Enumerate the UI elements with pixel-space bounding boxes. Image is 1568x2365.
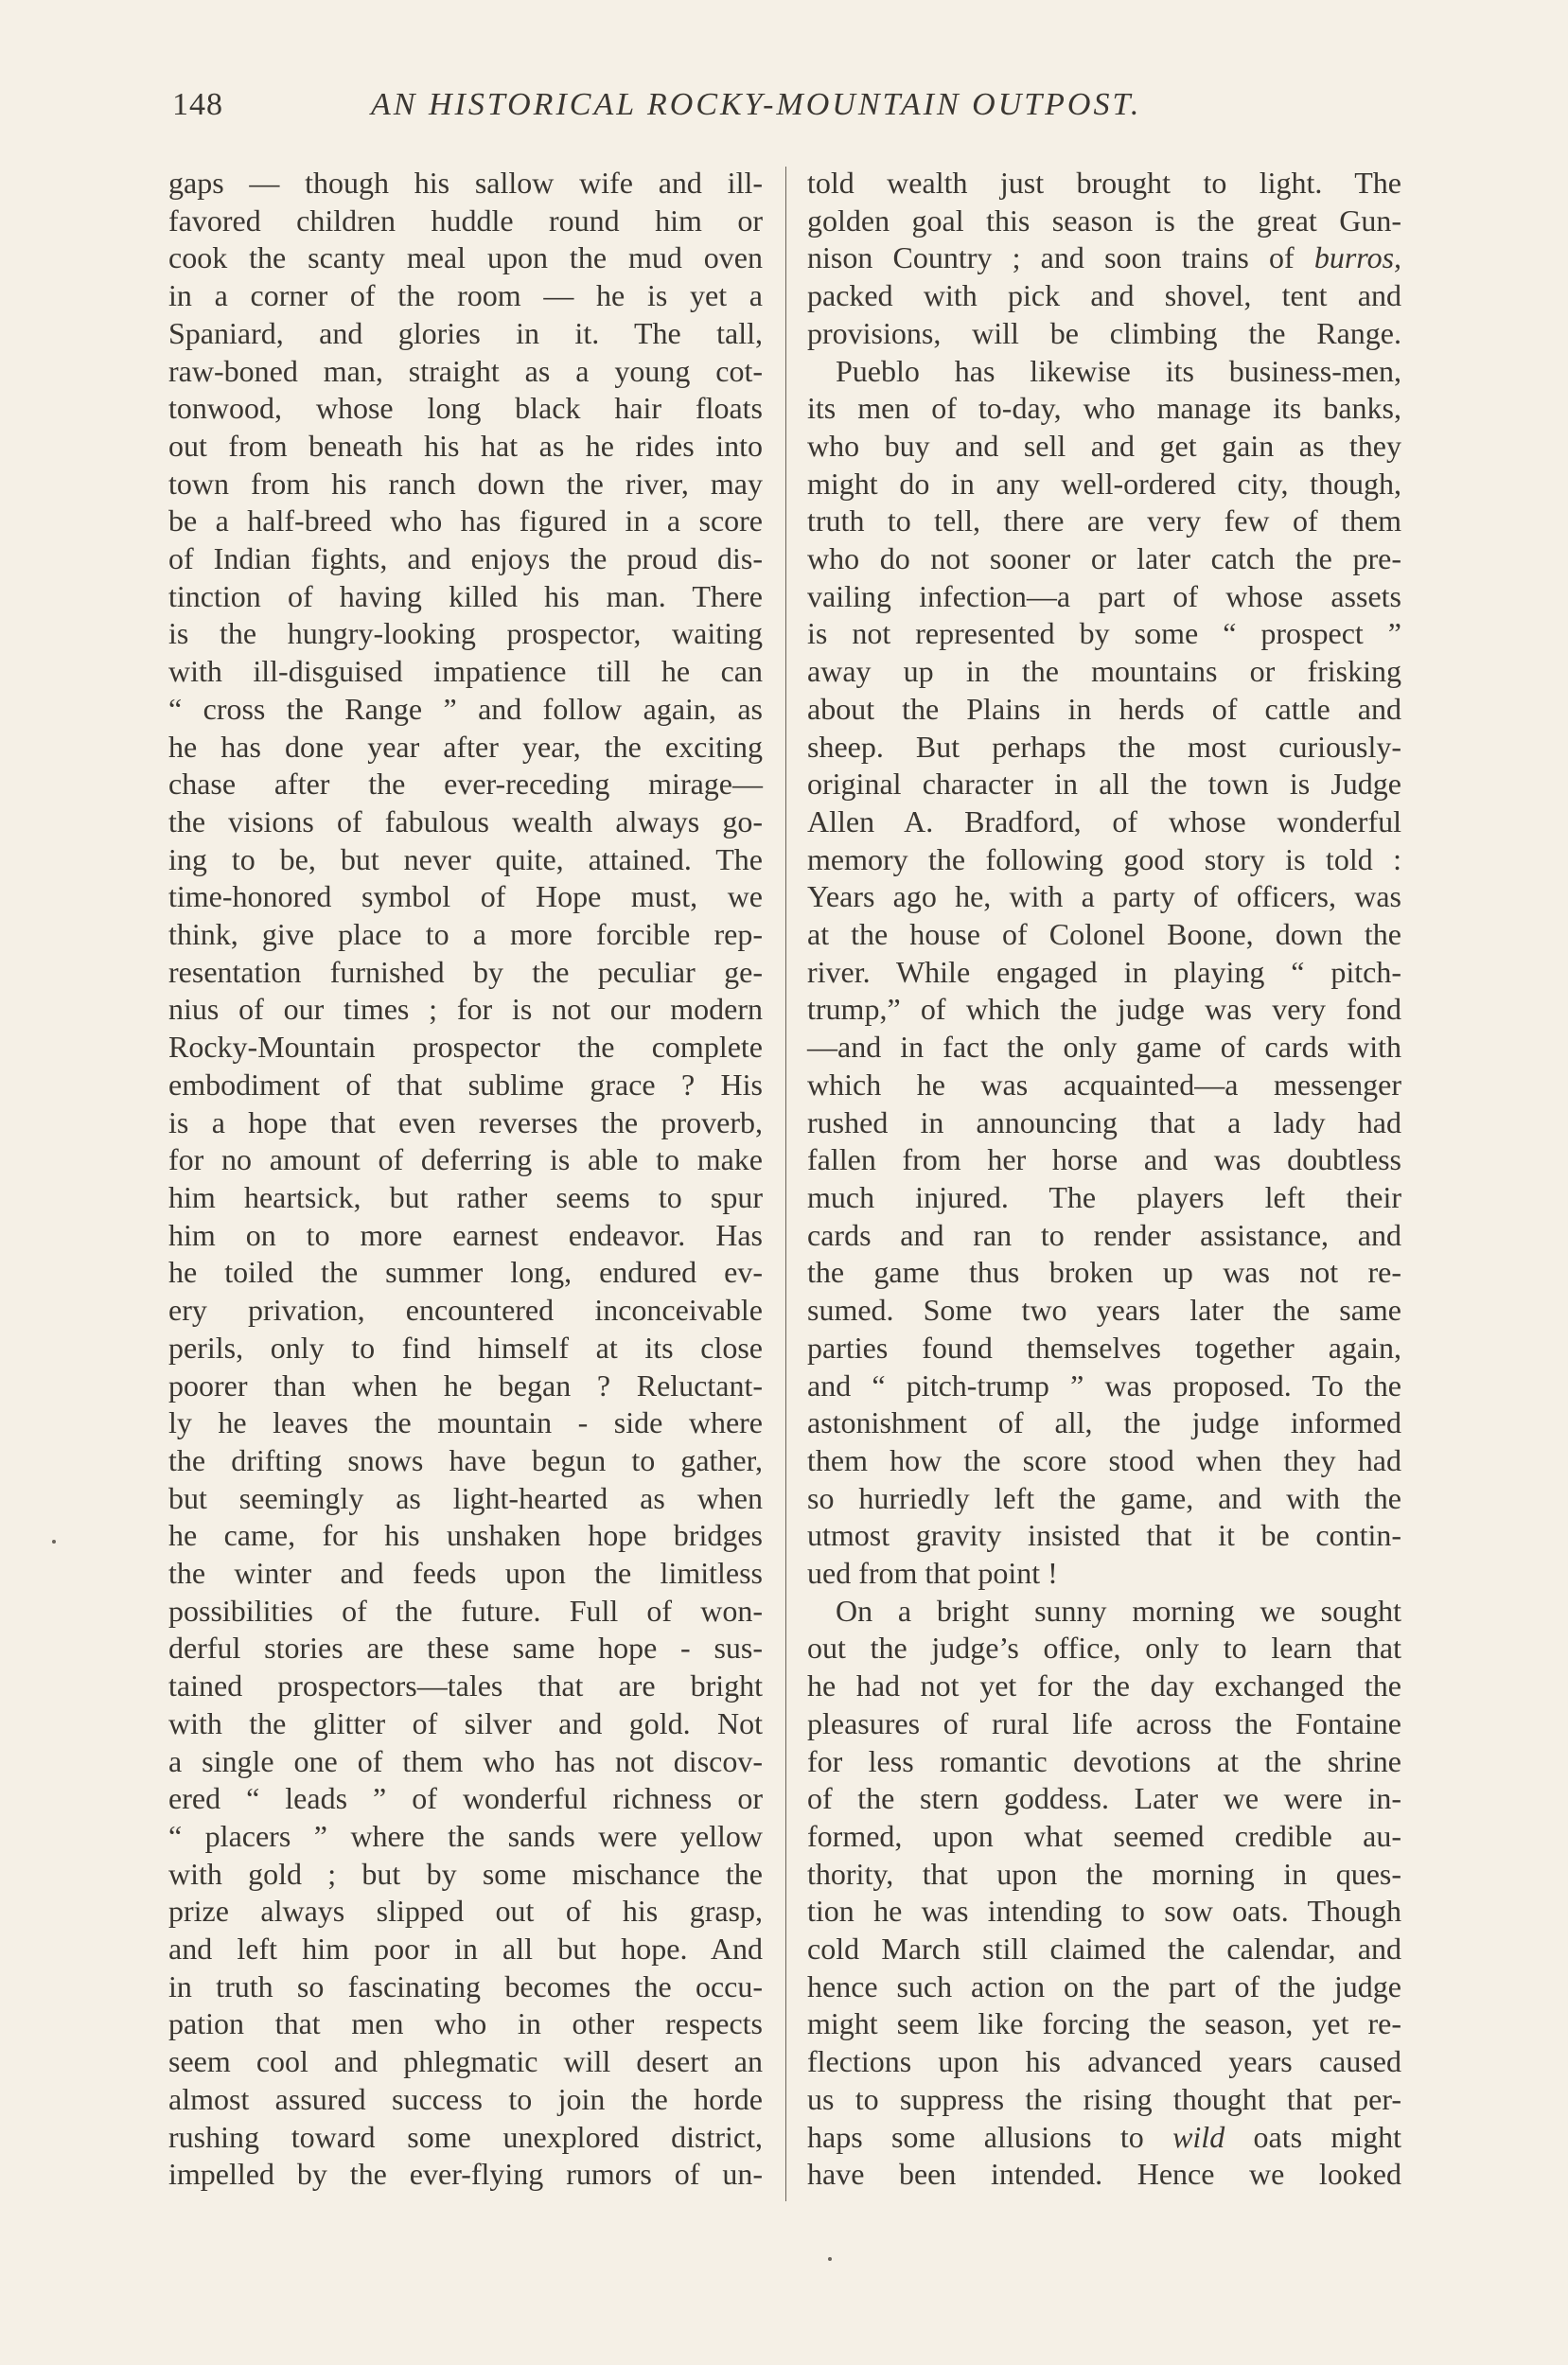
text-line: away up in the mountains or frisking [807,654,1401,689]
burros-italic: burros, [1313,240,1402,275]
text-line: tion he was intending to sow oats. Though [807,1894,1401,1929]
text-line: prize always slipped out of his grasp, [168,1894,763,1929]
text-line: ly he leaves the mountain - side where [168,1405,763,1440]
text-line: embodiment of that sublime grace ? His [168,1067,763,1102]
text-line: but seemingly as light-hearted as when [168,1480,763,1515]
running-head: AN HISTORICAL ROCKY-MOUNTAIN OUTPOST. [371,87,1142,122]
text-line: —and in fact the only game of cards with [807,1030,1401,1065]
text-line: so hurriedly left the game, and with the [807,1480,1401,1515]
text-line: cards and ran to render assistance, and [807,1217,1401,1252]
text-line: Pueblo has likewise its business-men, [836,353,1401,388]
text-line: derful stories are these same hope - sus- [168,1631,763,1666]
text-line: is not represented by some “ prospect ” [807,616,1401,651]
text-line: perils, only to find himself at its close [168,1330,763,1365]
text-line: in a corner of the room — he is yet a [168,278,763,313]
text-line: favored children huddle round him or [168,203,763,238]
text-line: for less romantic devotions at the shrine [807,1743,1401,1778]
text-line: cook the scanty meal upon the mud oven [168,240,763,275]
text-line: the game thus broken up was not re- [807,1255,1401,1290]
text-line: On a bright sunny morning we sought [836,1593,1401,1628]
text-line: he came, for his unshaken hope bridges [168,1518,763,1553]
text-line: for no amount of deferring is able to make [168,1142,763,1177]
text-line: be a half-breed who has figured in a score [168,503,763,538]
text-line: ued from that point ! [807,1556,1058,1591]
text-line: about the Plains in herds of cattle and [807,691,1401,726]
text-line [807,2119,1401,2157]
text-line: pation that men who in other respects [168,2006,763,2041]
text-line: golden goal this season is the great Gun- [807,203,1401,238]
text-line: vailing infection—a part of whose assets [807,578,1401,613]
text-line: tained prospectors—tales that are bright [168,1668,763,1703]
text-line: them how the score stood when they had [807,1442,1401,1477]
text-line [807,239,1401,277]
text-line: who do not sooner or later catch the pre- [807,541,1401,576]
text-line: town from his ranch down the river, may [168,466,763,501]
text-line: he had not yet for the day exchanged the [807,1668,1401,1703]
text-line: told wealth just brought to light. The [807,166,1401,200]
text-line: have been intended. Hence we looked [807,2157,1401,2192]
text-line: rushed in announcing that a lady had [807,1104,1401,1139]
margin-speck [828,2257,832,2261]
right-column [807,165,1401,2194]
text-line: seem cool and phlegmatic will desert an [168,2044,763,2079]
text-line: ing to be, but never quite, attained. The [168,841,763,876]
text-line: nius of our times ; for is not our modern [168,992,763,1027]
text-line: resentation furnished by the peculiar ge- [168,954,763,989]
text-line: parties found themselves together again, [807,1330,1401,1365]
margin-speck [52,1540,56,1544]
text-line: almost assured success to join the horde [168,2081,763,2116]
text-line: out the judge’s office, only to learn that [807,1631,1401,1666]
text-line: “ placers ” where the sands were yellow [168,1818,763,1853]
text-line: cold March still claimed the calendar, and [807,1932,1401,1967]
text-line: he toiled the summer long, endured ev- [168,1255,763,1290]
text-line: is a hope that even reverses the proverb, [168,1104,763,1139]
text-line: he has done year after year, the exciting [168,729,763,764]
text-line: thority, that upon the morning in ques- [807,1856,1401,1891]
text-line: him heartsick, but rather seems to spur [168,1179,763,1214]
text-line: and “ pitch-trump ” was proposed. To the [807,1368,1401,1403]
text-line: astonishment of all, the judge informed [807,1405,1401,1440]
text-line: who buy and sell and get gain as they [807,428,1401,463]
text-line: river. While engaged in playing “ pitch- [807,954,1401,989]
text-line: provisions, will be climbing the Range. [807,315,1401,350]
text-line: the drifting snows have begun to gather, [168,1442,763,1477]
text-line: utmost gravity insisted that it be contin- [807,1518,1401,1553]
text-line: Years ago he, with a party of officers, was [807,879,1401,914]
text-line: formed, upon what seemed credible au- [807,1818,1401,1853]
text-line: poorer than when he began ? Reluctant- [168,1368,763,1403]
text-line: and left him poor in all but hope. And [168,1932,763,1967]
text-line: might seem like forcing the season, yet re- [807,2006,1401,2041]
text-line: its men of to-day, who manage its banks, [807,391,1401,426]
text-span: nison Country ; and soon trains of [807,240,1295,275]
text-line: Spaniard, and glories in it. The tall, [168,315,763,350]
text-line: truth to tell, there are very few of them [807,503,1401,538]
text-line: Rocky-Mountain prospector the complete [168,1030,763,1065]
wild-italic: wild [1172,2119,1225,2154]
text-line: with ill-disguised impatience till he can [168,654,763,689]
text-line: of the stern goddess. Later we were in- [807,1781,1401,1816]
text-span: oats might [1253,2119,1401,2154]
text-line: with the glitter of silver and gold. Not [168,1705,763,1740]
column-divider [785,167,786,2201]
text-line: hence such action on the part of the judge [807,1968,1401,2003]
text-line: much injured. The players left their [807,1179,1401,1214]
text-line: which he was acquainted—a messenger [807,1067,1401,1102]
text-line: ered “ leads ” of wonderful richness or [168,1781,763,1816]
text-span: haps some allusions to [807,2119,1144,2154]
text-line: pleasures of rural life across the Fontaine [807,1705,1401,1740]
text-line: rushing toward some unexplored district, [168,2119,763,2154]
text-line: raw-boned man, straight as a young cot- [168,353,763,388]
text-line: possibilities of the future. Full of won- [168,1593,763,1628]
text-line: with gold ; but by some mischance the [168,1856,763,1891]
text-line: ery privation, encountered inconceivable [168,1293,763,1328]
text-line: memory the following good story is told : [807,841,1401,876]
text-line: impelled by the ever-flying rumors of un- [168,2157,763,2192]
text-line: flections upon his advanced years caused [807,2044,1401,2079]
text-line: packed with pick and shovel, tent and [807,278,1401,313]
text-line: sumed. Some two years later the same [807,1293,1401,1328]
left-column [168,165,763,2194]
text-line: at the house of Colonel Boone, down the [807,917,1401,952]
text-line: a single one of them who has not discov- [168,1743,763,1778]
text-line: think, give place to a more forcible rep- [168,917,763,952]
text-line: sheep. But perhaps the most curiously- [807,729,1401,764]
text-line: gaps — though his sallow wife and ill- [168,166,763,200]
text-line: out from beneath his hat as he rides into [168,428,763,463]
text-line: tinction of having killed his man. There [168,578,763,613]
text-line: “ cross the Range ” and follow again, as [168,691,763,726]
text-line: time-honored symbol of Hope must, we [168,879,763,914]
text-line: in truth so fascinating becomes the occu- [168,1968,763,2003]
text-line: of Indian fights, and enjoys the proud dis- [168,541,763,576]
text-line: might do in any well-ordered city, though, [807,466,1401,501]
text-line: chase after the ever-receding mirage— [168,767,763,802]
text-line: tonwood, whose long black hair floats [168,391,763,426]
text-line: the visions of fabulous wealth always go- [168,803,763,838]
page-number: 148 [172,87,223,122]
text-line: him on to more earnest endeavor. Has [168,1217,763,1252]
text-line: fallen from her horse and was doubtless [807,1142,1401,1177]
text-line: original character in all the town is Judge [807,767,1401,802]
text-line: Allen A. Bradford, of whose wonderful [807,803,1401,838]
text-line: the winter and feeds upon the limitless [168,1556,763,1591]
text-line: is the hungry-looking prospector, waiting [168,616,763,651]
text-line: trump,” of which the judge was very fond [807,992,1401,1027]
text-line: us to suppress the rising thought that per- [807,2081,1401,2116]
